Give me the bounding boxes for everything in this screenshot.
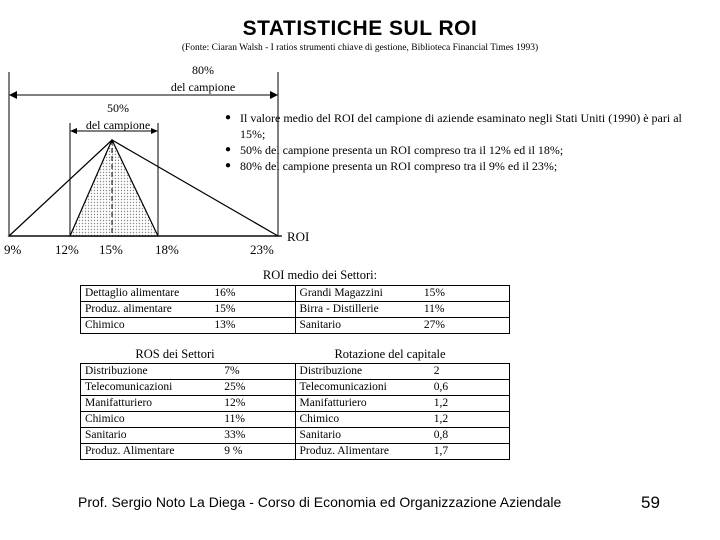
table-cell: Dettaglio alimentare: [81, 286, 211, 302]
table-cell: 15%: [420, 286, 510, 302]
axis-label-roi: ROI: [287, 229, 310, 244]
table-cell: Chimico: [81, 412, 221, 428]
table-cell: 7%: [220, 364, 295, 380]
table-cell: 11%: [220, 412, 295, 428]
table-cell: 9 %: [220, 444, 295, 460]
table-row: [81, 318, 510, 334]
table-cell: 11%: [420, 302, 510, 318]
bullet-item: ● 80% del campione presenta un ROI compreso tra il 9% ed il 23%;: [225, 158, 695, 174]
table-cell: Telecomunicazioni: [295, 380, 430, 396]
table-cell: 1,2: [430, 412, 510, 428]
label-80-text: del campione: [170, 80, 236, 94]
table-cell: 0,6: [430, 380, 510, 396]
tick-9: 9%: [4, 242, 22, 257]
tick-15: 15%: [99, 242, 123, 257]
page-number: 59: [641, 493, 660, 512]
table-cell: Manifatturiero: [295, 396, 430, 412]
bullet-list: [225, 110, 695, 174]
table-cell: 2: [430, 364, 510, 380]
table-cell: Grandi Magazzini: [295, 286, 420, 302]
footer-text: Prof. Sergio Noto La Diega - Corso di Economia ed Organizzazione Aziendale: [78, 494, 562, 510]
table-cell: 27%: [420, 318, 510, 334]
table-cell: 16%: [210, 286, 295, 302]
roi-table-caption: ROI medio dei Settori:: [262, 268, 378, 282]
table-cell: Sanitario: [81, 428, 221, 444]
table-cell: Sanitario: [295, 318, 420, 334]
table-cell: Telecomunicazioni: [81, 380, 221, 396]
table-cell: Distribuzione: [295, 364, 430, 380]
table-cell: 33%: [220, 428, 295, 444]
table-row: [81, 302, 510, 318]
tick-18: 18%: [155, 242, 179, 257]
table-cell: Sanitario: [295, 428, 430, 444]
table-row: [81, 428, 510, 444]
table-cell: 13%: [210, 318, 295, 334]
table-cell: Produz. alimentare: [81, 302, 211, 318]
label-50-text: del campione: [85, 118, 151, 132]
bullet-item: ● Il valore medio del ROI del campione di aziende esaminato negli Stati Uniti (1990) è pari al 15%;: [225, 110, 695, 142]
table-row: [81, 364, 510, 380]
label-80-percent: 80%: [192, 63, 214, 77]
table-row: [81, 286, 510, 302]
table-row: [81, 380, 510, 396]
table-cell: Produz. Alimentare: [295, 444, 430, 460]
roi-table: [80, 285, 510, 334]
table-cell: 12%: [220, 396, 295, 412]
table-cell: Birra - Distillerie: [295, 302, 420, 318]
source-citation: (Fonte: Ciaran Walsh - I ratios strumenti chiave di gestione, Biblioteca Financial Times 1993): [181, 43, 539, 53]
table-cell: 0,8: [430, 428, 510, 444]
table-cell: Distribuzione: [81, 364, 221, 380]
rotation-table-caption: Rotazione del capitale: [334, 347, 446, 361]
tick-12: 12%: [55, 242, 79, 257]
table-row: [81, 396, 510, 412]
ros-table-caption: ROS dei Settori: [135, 347, 215, 361]
page-title: STATISTICHE SUL ROI: [242, 17, 478, 40]
table-cell: Chimico: [81, 318, 211, 334]
table-row: [81, 444, 510, 460]
table-cell: Produz. Alimentare: [81, 444, 221, 460]
ros-table: [80, 363, 510, 460]
label-50-percent: 50%: [107, 101, 129, 115]
inner-triangle: [70, 140, 158, 236]
table-row: [81, 412, 510, 428]
table-cell: 15%: [210, 302, 295, 318]
span80-arrowhead-left: [9, 91, 17, 99]
table-cell: Chimico: [295, 412, 430, 428]
span80-arrowhead-right: [270, 91, 278, 99]
table-cell: 1,7: [430, 444, 510, 460]
table-cell: 1,2: [430, 396, 510, 412]
tick-23: 23%: [250, 242, 274, 257]
table-cell: Manifatturiero: [81, 396, 221, 412]
bullet-item: ● 50% del campione presenta un ROI compreso tra il 12% ed il 18%;: [225, 142, 695, 158]
table-cell: 25%: [220, 380, 295, 396]
